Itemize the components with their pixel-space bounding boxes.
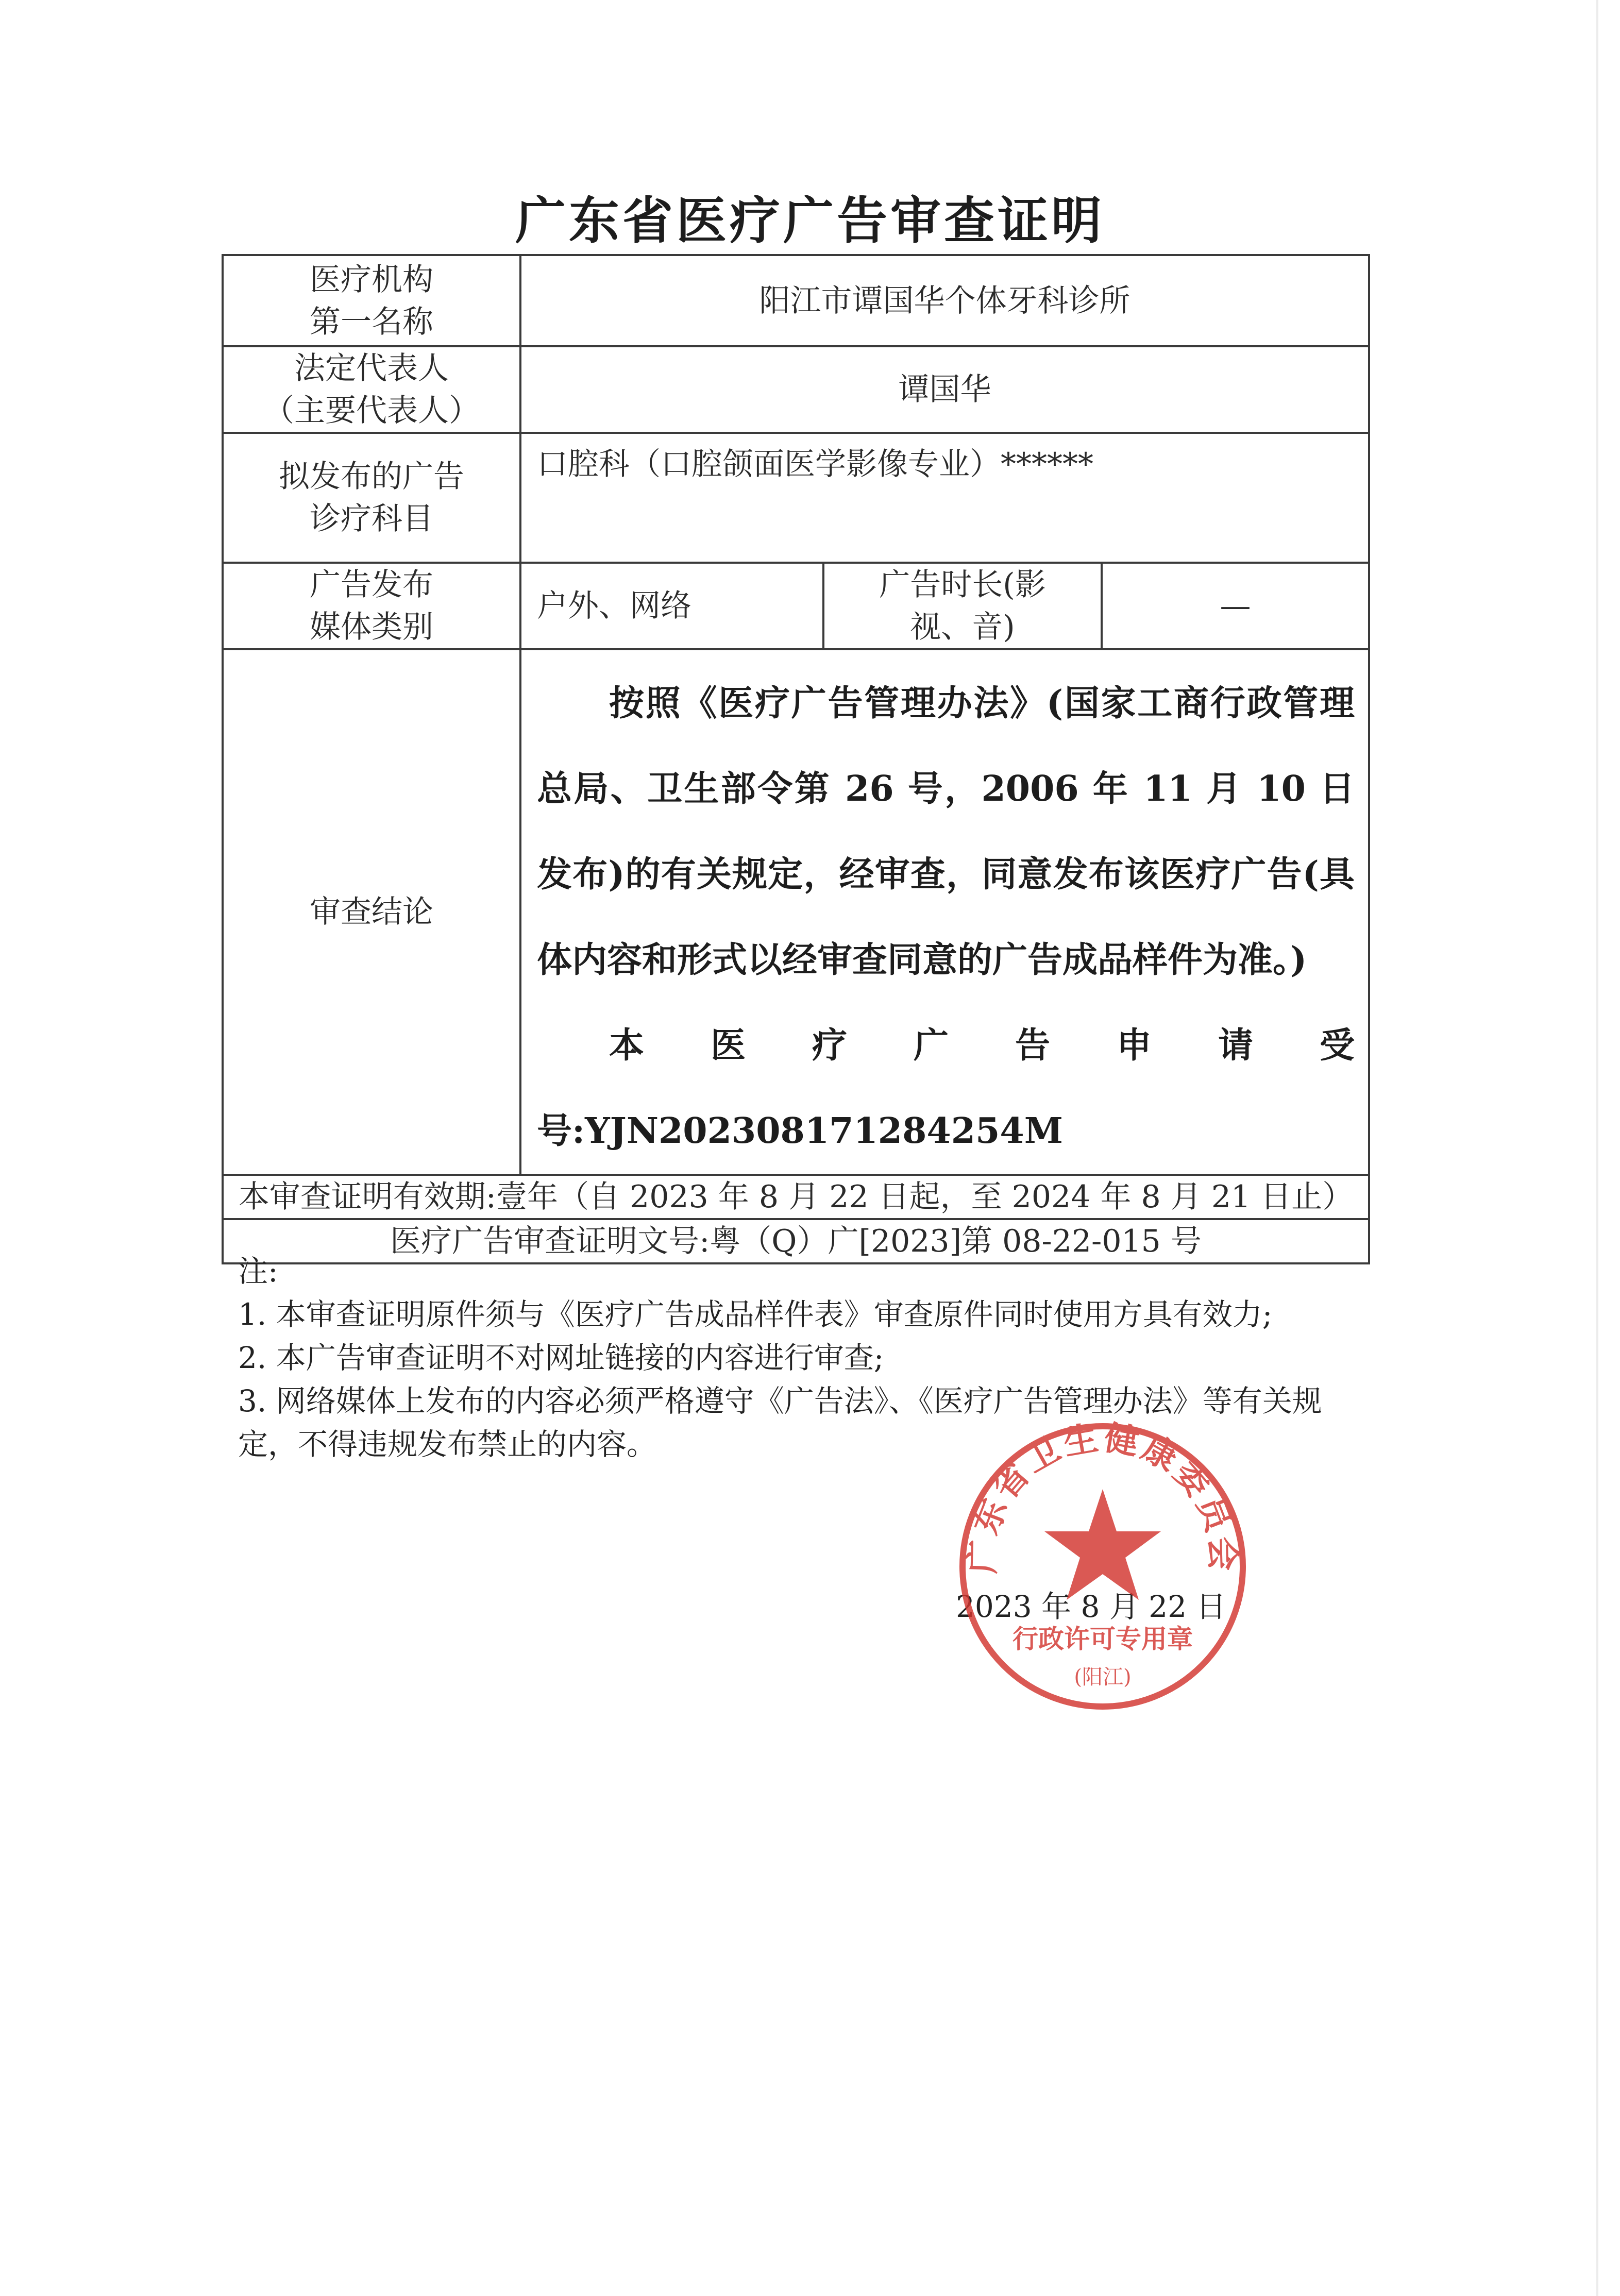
- note-item: 3. 网络媒体上发布的内容必须严格遵守《广告法》、《医疗广告管理办法》等有关规定，不得违规发布禁止的内容。: [238, 1383, 1322, 1462]
- issue-date: 2023 年 8 月 22 日: [956, 1589, 1226, 1624]
- label-line: 视、音): [910, 609, 1015, 645]
- validity-period: 本审查证明有效期:壹年（自 2023 年 8 月 22 日起，至 2024 年 8 月 21 日止）: [223, 1175, 1369, 1219]
- table-row: [223, 1175, 1369, 1219]
- table-row: [223, 255, 1369, 346]
- application-number: 本医疗广告申请受号:YJN202308171284254M: [537, 1025, 1355, 1152]
- representative-value: 谭国华: [520, 346, 1369, 433]
- note-item: 1. 本审查证明原件须与《医疗广告成品样件表》审查原件同时使用方具有效力;: [238, 1297, 1273, 1332]
- notes-heading: 注:: [238, 1254, 278, 1289]
- svg-text:行政许可专用章: 行政许可专用章: [1012, 1624, 1193, 1654]
- label-line: 第一名称: [310, 303, 433, 340]
- media-value: 户外、网络: [520, 563, 823, 649]
- conclusion-body: [520, 649, 1369, 1175]
- media-label: [223, 563, 520, 649]
- table-row: [223, 563, 1369, 649]
- duration-value: —: [1102, 563, 1369, 649]
- table-row: [223, 346, 1369, 433]
- official-seal-icon: [948, 1412, 1257, 1721]
- table-row: [223, 433, 1369, 563]
- label-line: 媒体类别: [310, 609, 433, 645]
- svg-text:(阳江): (阳江): [1074, 1665, 1132, 1689]
- svg-text:广东省卫生健康委员会: 广东省卫生健康委员会: [962, 1417, 1243, 1575]
- label-line: 广告时长(影: [879, 567, 1046, 603]
- department-value: 口腔科（口腔颌面医学影像专业）******: [520, 433, 1369, 563]
- page-edge-divider: [1596, 0, 1598, 2296]
- table-row: [223, 649, 1369, 1175]
- document-number: 医疗广告审查证明文号:粤（Q）广[2023]第 08-22-015 号: [223, 1219, 1369, 1263]
- institution-value: 阳江市谭国华个体牙科诊所: [520, 255, 1369, 346]
- conclusion-label: 审查结论: [223, 649, 520, 1175]
- certificate-table: [222, 254, 1370, 1264]
- label-line: 诊疗科目: [310, 501, 433, 537]
- department-label: [223, 433, 520, 563]
- page-title: 广东省医疗广告审查证明: [515, 191, 1105, 250]
- label-line: 法定代表人: [294, 350, 449, 386]
- duration-label: [823, 563, 1102, 649]
- label-line: （主要代表人）: [263, 393, 480, 429]
- institution-label: [223, 255, 520, 346]
- note-item: 2. 本广告审查证明不对网址链接的内容进行审查;: [238, 1340, 884, 1375]
- representative-label: [223, 346, 520, 433]
- label-line: 广告发布: [310, 567, 433, 603]
- label-line: 拟发布的广告: [279, 459, 464, 495]
- label-line: 医疗机构: [310, 261, 433, 298]
- conclusion-text: 按照《医疗广告管理办法》(国家工商行政管理总局、卫生部令第 26 号，2006 年 11 月 10 日发布)的有关规定，经审查，同意发布该医疗广告(具体内容和形式以经审查同意的广告成品样件为准。): [537, 683, 1355, 981]
